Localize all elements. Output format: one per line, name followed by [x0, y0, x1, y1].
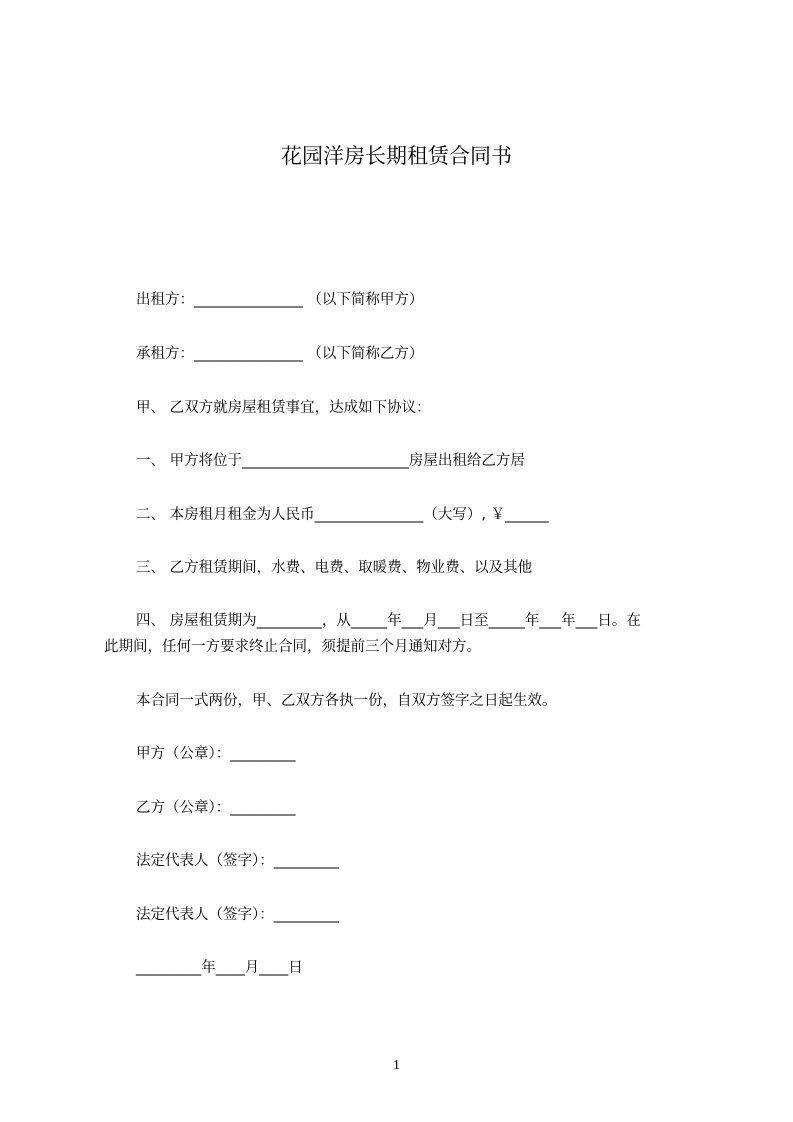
clause-2: 二、 本房租月租金为人民币_______________（大写）, ￥______ [136, 507, 549, 523]
clause-3: 三、 乙方租赁期间，水费、电费、取暖费、物业费、以及其他 [136, 560, 533, 576]
lessee-line: 承租方：_______________ （以下简称乙方） [136, 346, 424, 362]
agreement-intro: 甲、 乙双方就房屋租赁事宜，达成如下协议： [136, 400, 431, 416]
page-number: 1 [393, 1058, 400, 1073]
validity-statement: 本合同一式两份，甲、乙双方各执一份，自双方签字之日起生效。 [136, 693, 557, 709]
legal-representative-signature-1: 法定代表人（签字）：_________ [136, 853, 339, 869]
clause-4-continued: 此期间，任何一方要求终止合同，须提前三个月通知对方。 [104, 639, 481, 655]
signing-date: _________年____月____日 [136, 960, 303, 976]
lessor-line: 出租方：_______________ （以下简称甲方） [136, 292, 424, 308]
legal-representative-signature-2: 法定代表人（签字）：_________ [136, 907, 339, 923]
clause-4: 四、 房屋租赁期为_________，从_____年___月___日至_____年___年___日。在 [136, 613, 641, 629]
party-a-seal: 甲方（公章）：_________ [136, 746, 296, 762]
party-b-seal: 乙方（公章）：_________ [136, 800, 296, 816]
clause-1: 一、 甲方将位于_______________________房屋出租给乙方居 [136, 453, 525, 469]
contract-title: 花园洋房长期租赁合同书 [281, 144, 512, 168]
